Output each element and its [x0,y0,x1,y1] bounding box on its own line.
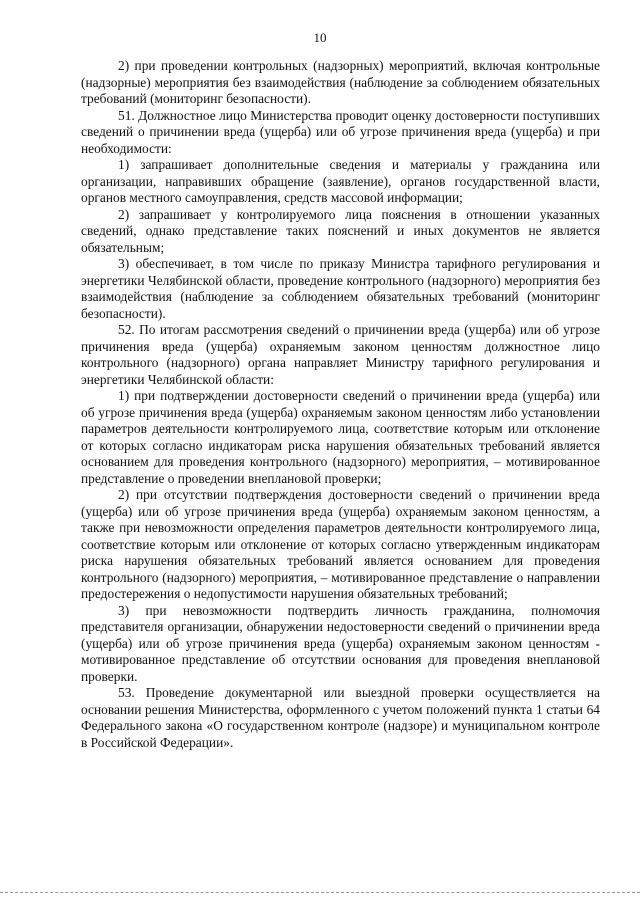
page-number: 10 [313,30,327,45]
document-body [81,58,600,751]
bottom-divider [0,892,640,893]
paragraph: 3) при невозможности подтвердить личность гражданина, полномочия представителя организации, обнаружении недостоверности сведений о причинении вреда (ущерба) или об угрозе причинения вреда (ущерба) охраняемым законом ценностям - мотивированное представление об отсутствии основания для проведения внеплановой проверки. [81,602,600,684]
paragraph: 2) запрашивает у контролируемого лица пояснения в отношении указанных сведений, однако представление таких пояснений и иных документов не является обязательным; [81,206,600,255]
paragraph: 1) при подтверждении достоверности сведений о причинении вреда (ущерба) или об угрозе причинения вреда (ущерба) охраняемым законом ценностям либо установлении параметров деятельности контролируемого лица, соответствие которым или отклонение от которых согласно индикаторам риска нарушения обязательных требований является основанием для проведения контрольного (надзорного) мероприятия, – мотивированное представление о проведении внеплановой проверки; [81,388,600,486]
paragraph: 51. Должностное лицо Министерства проводит оценку достоверности поступивших сведений о причинении вреда (ущерба) или об угрозе причинения вреда (ущерба) и при необходимости: [81,107,600,156]
paragraph: 2) при проведении контрольных (надзорных) мероприятий, включая контрольные (надзорные) мероприятия без взаимодействия (наблюдение за соблюдением обязательных требований (мониторинг безопасности). [81,58,600,106]
paragraph: 53. Проведение документарной или выездной проверки осуществляется на основании решения Министерства, оформленного с учетом положений пункта 1 статьи 64 Федерального закона «О государственном контроле (надзоре) и муниципальном контроле в Российской Федерации». [81,685,600,750]
paragraph: 2) при отсутствии подтверждения достоверности сведений о причинении вреда (ущерба) или об угрозе причинения вреда (ущерба) охраняемым законом ценностям, а также при невозможности определения параметров деятельности контролируемого лица, соответствие которым или отклонение от которых согласно утвержденным индикаторам риска нарушения обязательных требований является основанием для проведения контрольного (надзорного) мероприятия, – мотивированное представление о направлении предостережения о недопустимости нарушения обязательных требований; [81,487,600,601]
paragraph: 3) обеспечивает, в том числе по приказу Министра тарифного регулирования и энергетики Челябинской области, проведение контрольного (надзорного) мероприятия без взаимодействия (наблюдение за соблюдением обязательных требований (мониторинг безопасности). [81,256,600,321]
paragraph: 1) запрашивает дополнительные сведения и материалы у гражданина или организации, направивших обращение (заявление), органов государственной власти, органов местного самоуправления, средств массовой информации; [81,157,600,205]
paragraph: 52. По итогам рассмотрения сведений о причинении вреда (ущерба) или об угрозе причинения вреда (ущерба) охраняемым законом ценностям должностное лицо контрольного (надзорного) органа направляет Министру тарифного регулирования и энергетики Челябинской области: [81,322,600,387]
